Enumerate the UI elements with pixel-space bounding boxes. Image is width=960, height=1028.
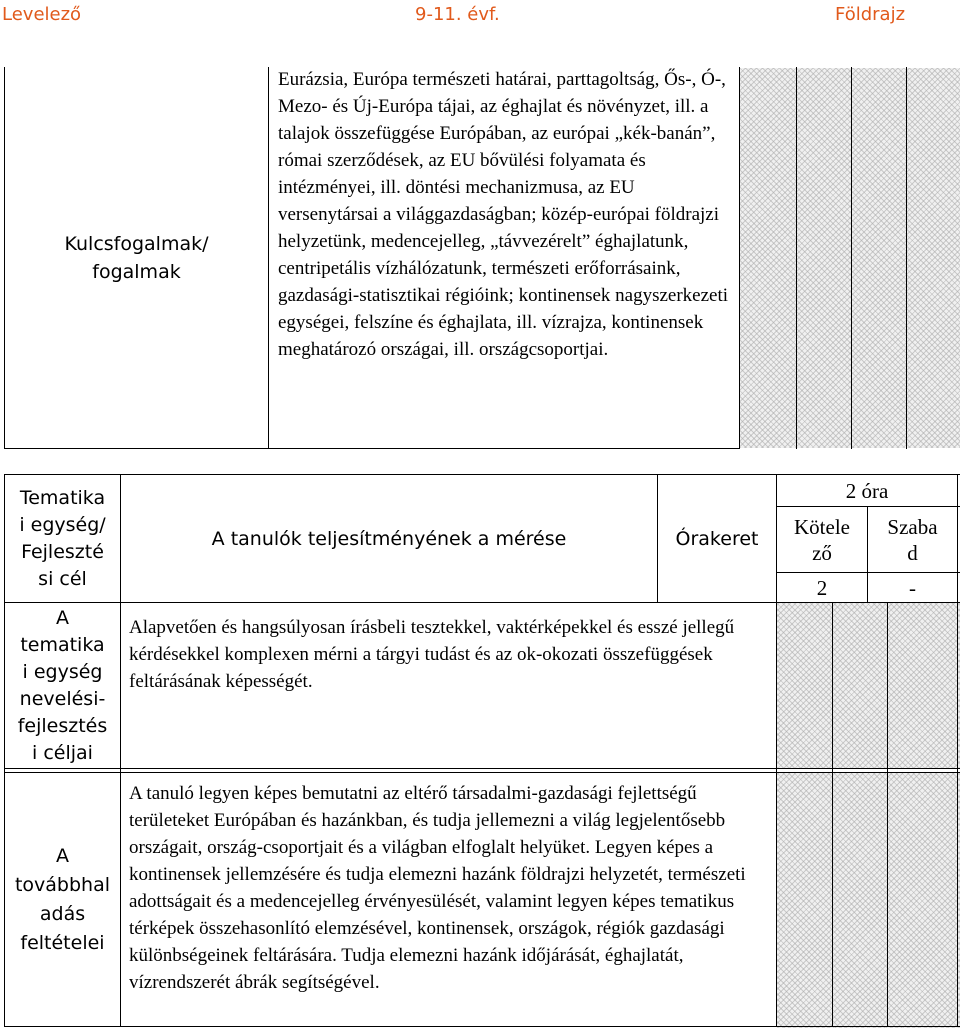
keyconcepts-content: Eurázsia, Európa természeti határai, parttagoltság, Ős-, Ó-, Mezo- és Új-Európa tájai, az éghajlat és növényzet, ill. a talajok összefüggése Európában, az európai „kék-banán”, római szerződések, az EU bővülési folyamata és intézményei, ill. döntési mechanizmusa, az EU versenytársai a világgazdaságban; közép-európai földrajzi helyzetünk, medencejelleg, „távvezérelt” éghajlatunk, centripetális vízhálózatunk, természeti erőforrásaink, gazdasági-statisztikai régióink; kontinensek nagyszerkezeti egységei, felszíne és éghajlata, ill. vízrajza, kontinensek meghatározó országai, ill. országcsoportjai. — [278, 69, 729, 360]
goals-label: A tematika i egység nevelési- fejlesztés i céljai — [17, 606, 108, 764]
measurement-header: A tanulók teljesítményének a mérése — [211, 527, 567, 550]
header-center: 9-11. évf. — [415, 4, 500, 25]
hours-total-cell — [777, 475, 957, 506]
top-hatched-area — [740, 68, 960, 448]
goals-content: Alapvetően és hangsúlyosan írásbeli tesztekkel, vaktérképekkel és esszé jellegű kérdésekkel komplexen mérni a tárgyi tudást és az ok-okozati összefüggések feltárásának képességét. — [129, 617, 735, 692]
progression-label-cell — [5, 773, 120, 1026]
page-header — [0, 0, 960, 30]
hours-free-label-cell — [868, 507, 957, 572]
keyconcepts-label: Kulcsfogalmak/ fogalmak — [64, 233, 209, 283]
hours-free-value-cell — [868, 573, 957, 602]
thematic-unit-header: Tematika i egység/ Fejleszté si cél — [19, 486, 106, 590]
header-right: Földrajz — [835, 4, 906, 25]
hours-free-label: Szaba d — [887, 514, 938, 565]
hours-required-label: Kötele ző — [794, 514, 850, 565]
bottom-hatched-area-1 — [777, 603, 960, 768]
bottom-hatched-area-2 — [777, 772, 960, 1028]
measurement-header-cell — [121, 475, 657, 602]
hours-free-value: - — [909, 575, 916, 600]
header-left: Levelező — [2, 4, 82, 25]
progression-content: A tanuló legyen képes bemutatni az eltérő társadalmi-gazdasági fejlettségű területeket Európában és hazánkban, és tudja jellemezni a világ legjelentősebb országait, ország-csoportjait és a világban elfoglalt helyüket. Legyen képes a kontinensek jellemzésére és tudja elemezni hazánk földrajzi helyzetét, természeti adottságait és a medencejelleg érvényesülését, valamint legyen képes tematikus térképek összehasonlító elemzésével, kontinensek, országok, régiók gazdasági különbségeinek feltárására. Tudja elemezni hazánk időjárását, éghajlatát, vízrendszerét ábrák segítségével. — [129, 783, 746, 993]
thematic-unit-header-cell — [5, 475, 120, 602]
hours-required-value: 2 — [816, 575, 828, 600]
progression-label: A továbbhal adás feltételei — [14, 844, 111, 954]
keyconcepts-label-cell — [5, 68, 268, 448]
hours-frame-header-cell — [658, 475, 776, 602]
hours-frame-header: Órakeret — [675, 527, 759, 550]
hours-required-label-cell — [777, 507, 867, 572]
goals-label-cell — [5, 603, 120, 768]
hours-required-value-cell — [777, 573, 867, 602]
hours-total: 2 óra — [845, 478, 889, 503]
